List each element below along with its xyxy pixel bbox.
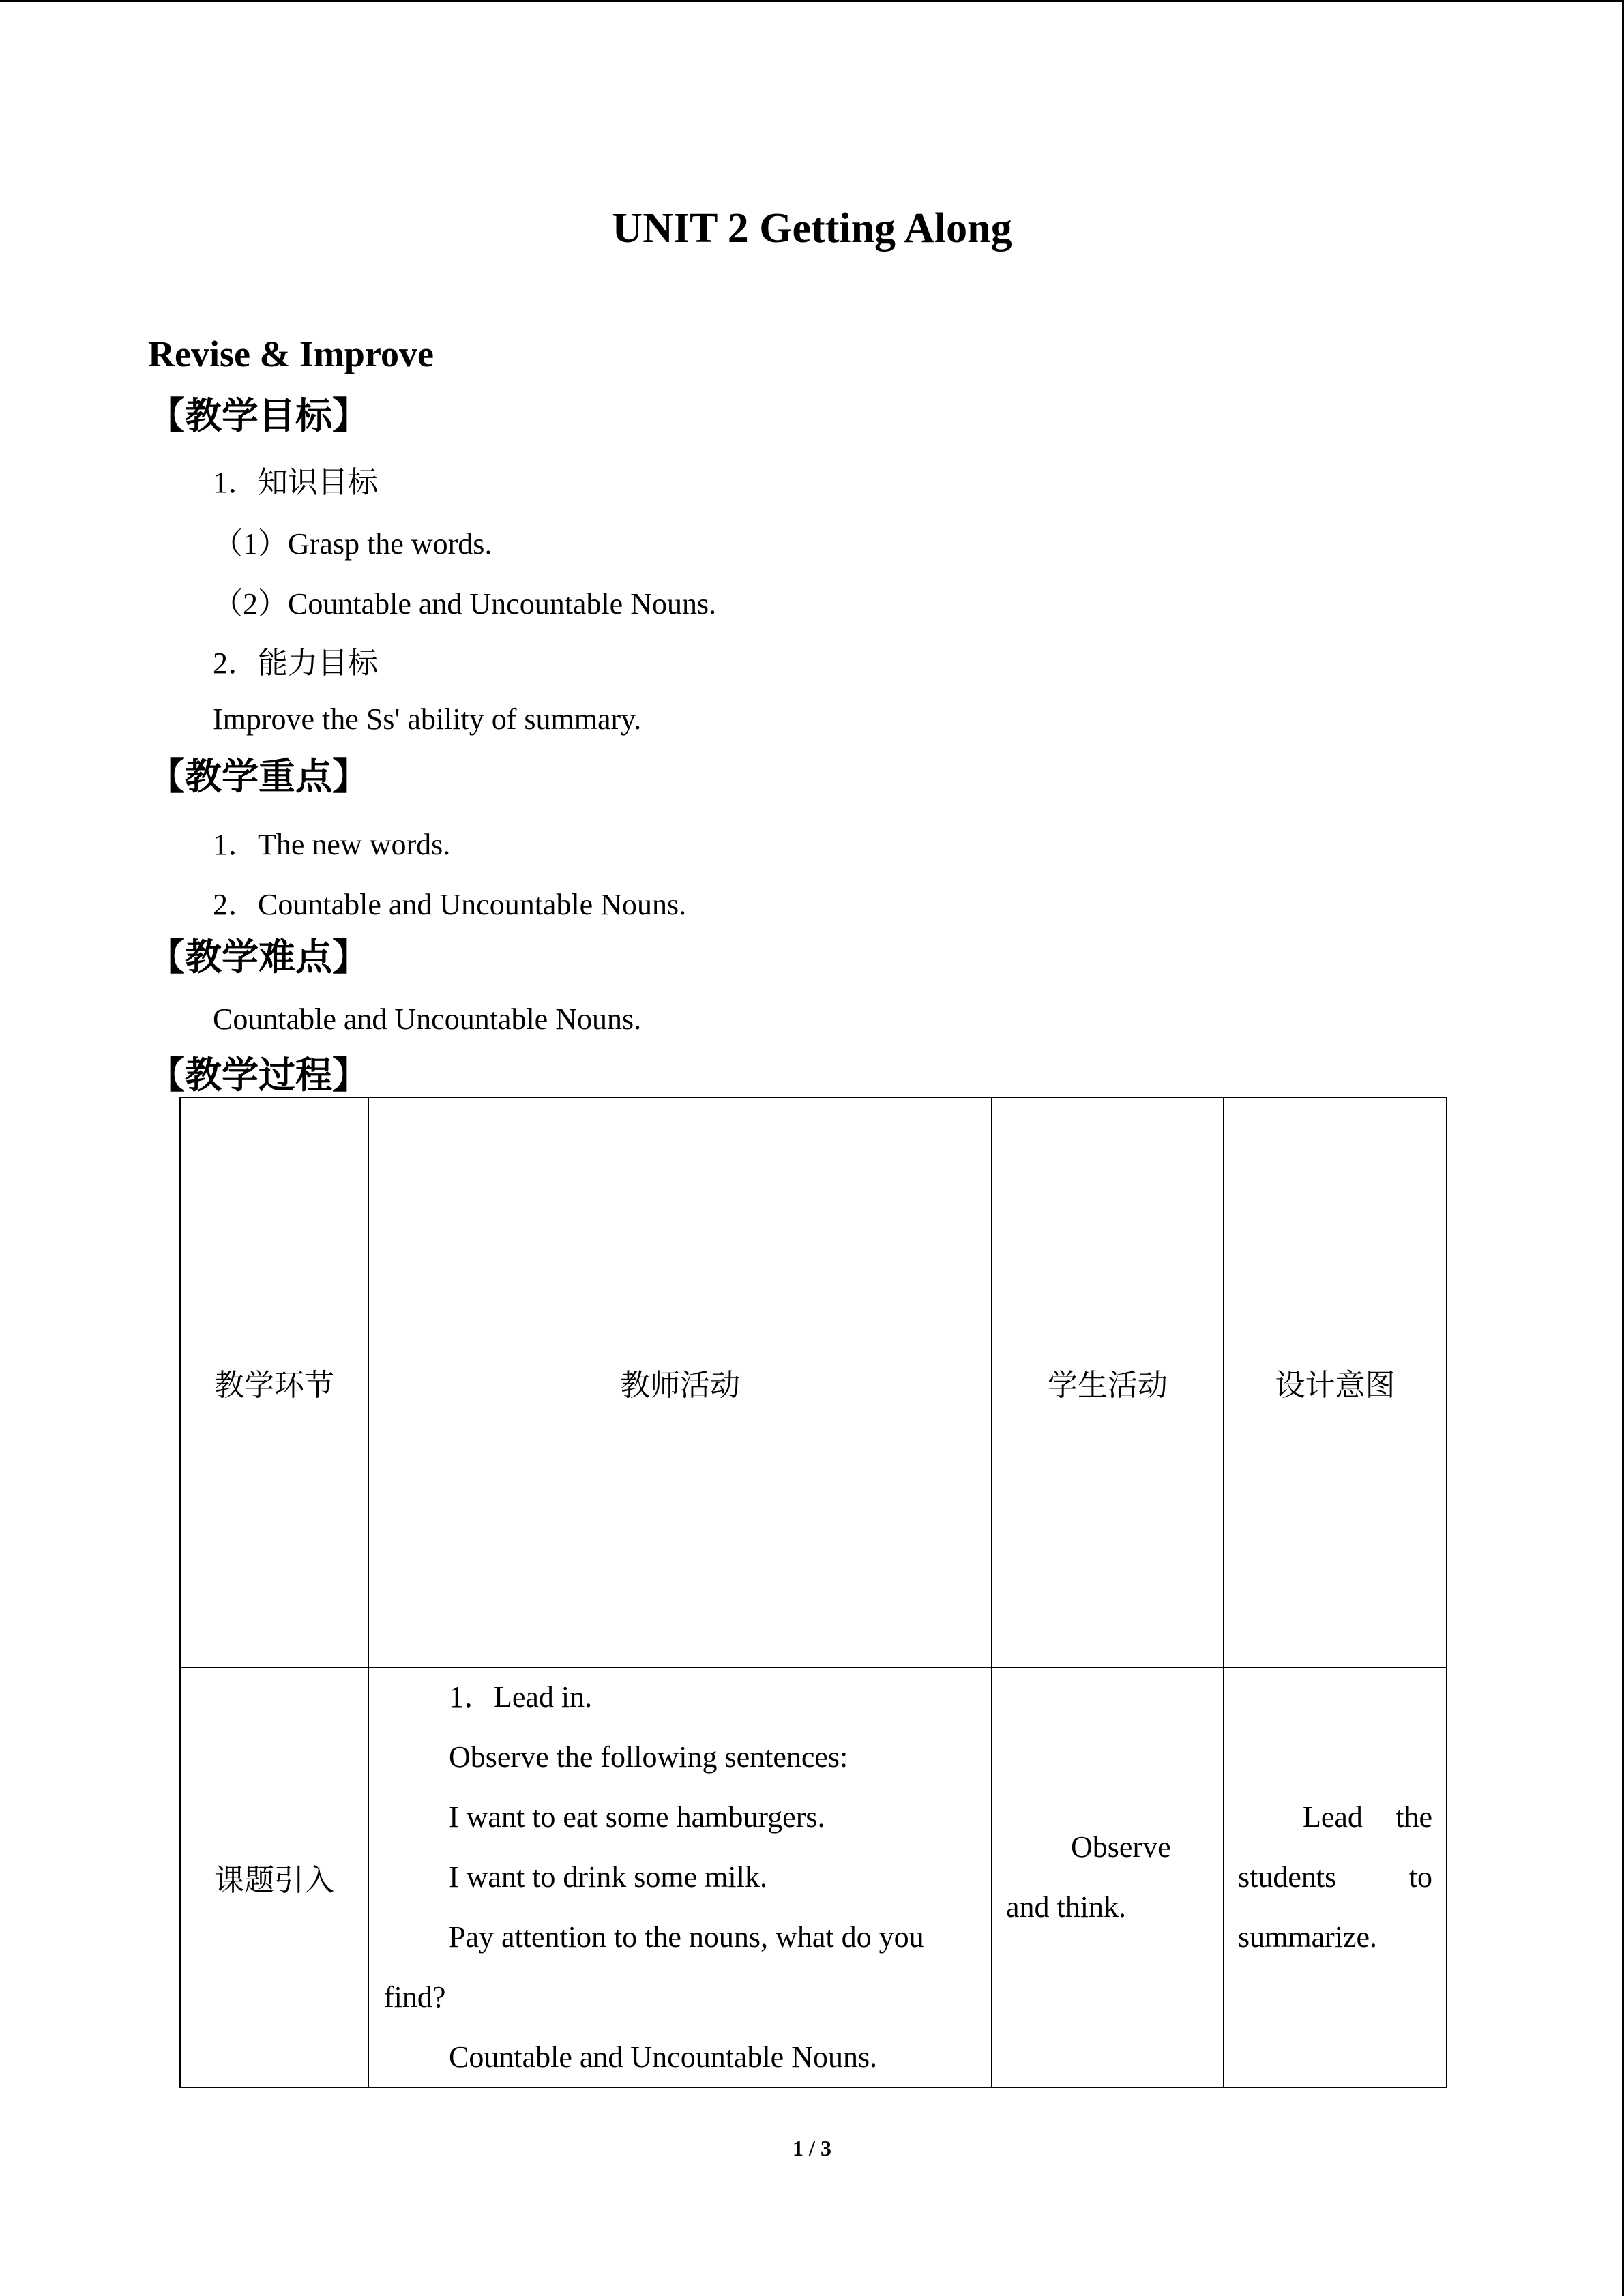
document-title: UNIT 2 Getting Along xyxy=(612,205,1012,252)
cell-student-activity xyxy=(992,1667,1224,2087)
lesson-subtitle: Revise & Improve xyxy=(148,333,434,374)
design-line: summarize. xyxy=(1238,1920,1378,1954)
teacher-line: Countable and Uncountable Nouns. xyxy=(449,2040,878,2074)
objective-item-2: 2．能力目标 xyxy=(213,646,378,680)
teacher-line: Observe the following sentences: xyxy=(449,1740,848,1774)
student-activity-text: Observe and think. xyxy=(1006,1830,1171,1924)
objective-item-2-text: Improve the Ss' ability of summary. xyxy=(213,702,642,736)
cell-stage: 课题引入 xyxy=(180,1667,368,2087)
process-heading: 【教学过程】 xyxy=(148,1054,369,1097)
key-point-item-1: 1．The new words. xyxy=(213,828,451,861)
key-point-item-2: 2．Countable and Uncountable Nouns. xyxy=(213,888,687,921)
objectives-heading: 【教学目标】 xyxy=(148,394,369,437)
key-points-heading: 【教学重点】 xyxy=(148,755,369,798)
objective-item-1: 1．知识目标 xyxy=(213,466,378,499)
objective-item-1-sub-2: （2）Countable and Uncountable Nouns. xyxy=(213,587,717,621)
teacher-line: Pay attention to the nouns, what do you xyxy=(449,1920,924,1954)
cell-teacher-activity xyxy=(368,1667,992,2087)
table-row xyxy=(180,1667,1447,2087)
header-teacher-activity: 教师活动 xyxy=(368,1097,992,1667)
teacher-line: I want to drink some milk. xyxy=(449,1860,767,1894)
teaching-process-table xyxy=(179,1097,1447,2088)
table-header-row xyxy=(180,1097,1447,1667)
difficulties-text: Countable and Uncountable Nouns. xyxy=(213,1002,642,1036)
difficulties-heading: 【教学难点】 xyxy=(148,936,369,979)
header-student-activity: 学生活动 xyxy=(992,1097,1224,1667)
design-line: Lead the xyxy=(1303,1800,1432,1834)
page-border-top xyxy=(0,0,1624,2)
teacher-line: I want to eat some hamburgers. xyxy=(449,1800,825,1834)
teacher-line: 1．Lead in. xyxy=(449,1680,593,1714)
header-design-intent: 设计意图 xyxy=(1224,1097,1447,1667)
objective-item-1-sub-1: （1）Grasp the words. xyxy=(213,527,492,561)
header-stage: 教学环节 xyxy=(180,1097,368,1667)
cell-design-intent xyxy=(1224,1667,1447,2087)
page-number: 1 / 3 xyxy=(793,2136,831,2160)
design-line: students to xyxy=(1238,1860,1432,1894)
teacher-line: find? xyxy=(384,1980,446,2014)
